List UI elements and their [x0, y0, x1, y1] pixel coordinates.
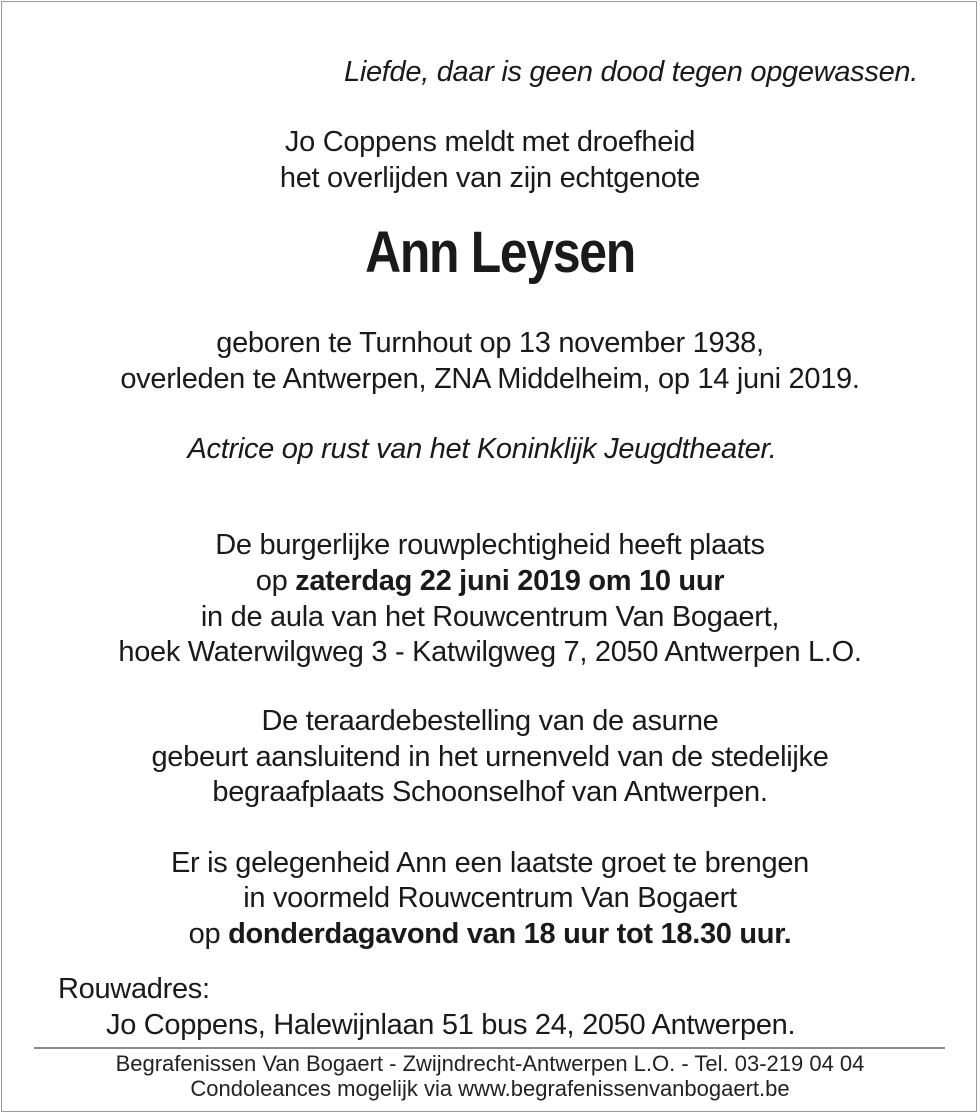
- visitation-line-2: in voormeld Rouwcentrum Van Bogaert: [243, 882, 737, 914]
- mourning-address-label: Rouwadres:: [58, 973, 210, 1005]
- ceremony-line-2: [0, 563, 980, 599]
- burial-line-1: De teraardebestelling van de asurne: [261, 705, 719, 737]
- visitation-time: donderdagavond van 18 uur tot 18.30 uur.: [228, 918, 792, 950]
- footer-divider: [34, 1047, 945, 1049]
- deceased-name: Ann Leysen: [365, 220, 635, 285]
- footer-line-2[interactable]: Condoleances mogelijk via www.begrafenissenvanbogaert.be: [190, 1076, 790, 1101]
- ceremony-prefix: op: [255, 565, 296, 597]
- occupation-line: Actrice op rust van het Koninklijk Jeugdtheater.: [187, 433, 777, 465]
- burial-line-3: begraafplaats Schoonselhof van Antwerpen.: [212, 776, 768, 808]
- mourning-address: Jo Coppens, Halewijnlaan 51 bus 24, 2050 Antwerpen.: [106, 1009, 796, 1041]
- announcement-line-1: Jo Coppens meldt met droefheid: [284, 126, 696, 158]
- ceremony-address: hoek Waterwilgweg 3 - Katwilgweg 7, 2050 Antwerpen L.O.: [118, 636, 862, 668]
- ceremony-line-1: De burgerlijke rouwplechtigheid heeft plaats: [215, 529, 765, 561]
- death-line: overleden te Antwerpen, ZNA Middelheim, op 14 juni 2019.: [120, 363, 860, 395]
- visitation-line-1: Er is gelegenheid Ann een laatste groet te brengen: [171, 847, 809, 879]
- footer-line-1: Begrafenissen Van Bogaert - Zwijndrecht-Antwerpen L.O. - Tel. 03-219 04 04: [115, 1051, 865, 1076]
- visitation-line-3: [0, 916, 980, 952]
- birth-line: geboren te Turnhout op 13 november 1938,: [216, 327, 764, 359]
- motto-quote: Liefde, daar is geen dood tegen opgewassen.: [344, 56, 918, 88]
- ceremony-datetime: zaterdag 22 juni 2019 om 10 uur: [295, 565, 725, 597]
- burial-line-2: gebeurt aansluitend in het urnenveld van de stedelijke: [151, 741, 829, 773]
- ceremony-line-3: in de aula van het Rouwcentrum Van Bogaert,: [200, 601, 780, 633]
- visitation-prefix: op: [188, 918, 229, 950]
- announcement-line-2: het overlijden van zijn echtgenote: [279, 162, 701, 194]
